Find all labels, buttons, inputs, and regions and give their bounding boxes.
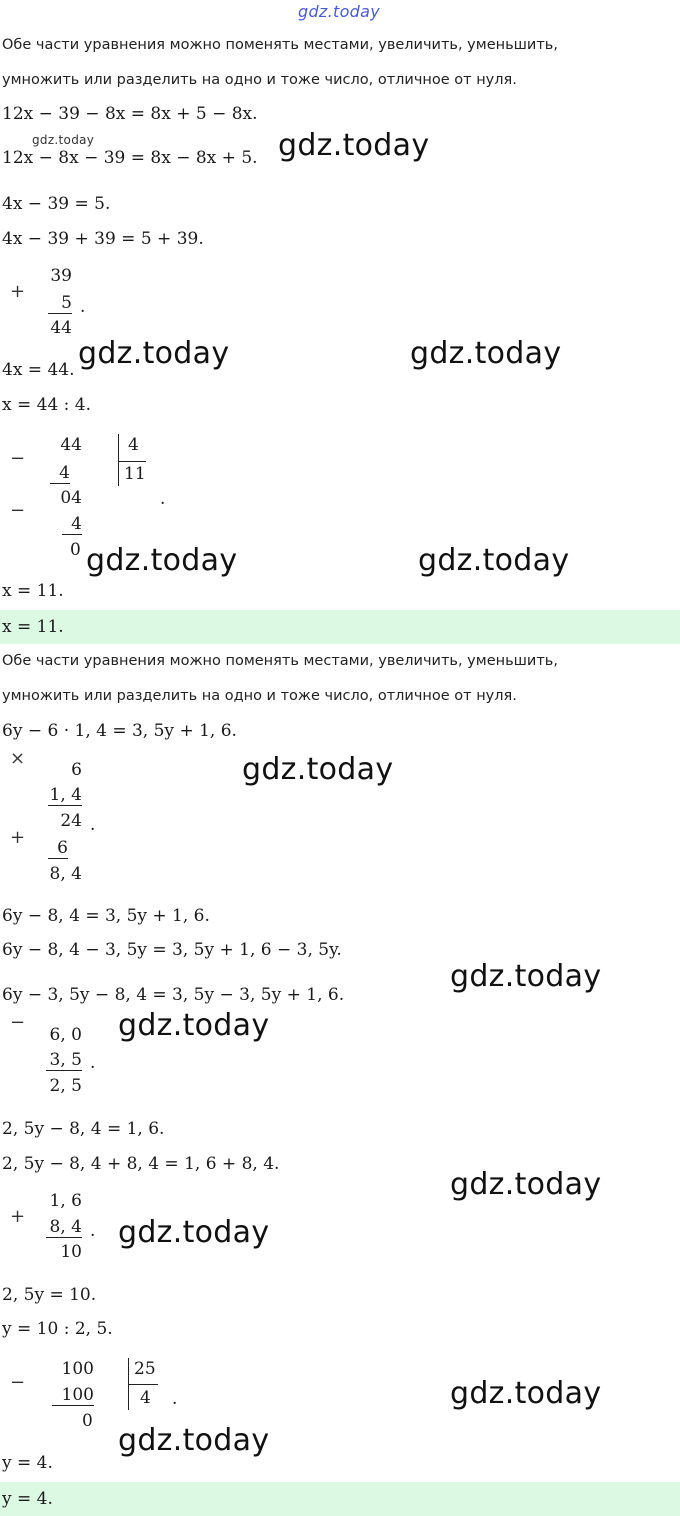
equation-line: x = 11. xyxy=(2,581,64,601)
equation-line: 12x − 39 − 8x = 8x + 5 − 8x. xyxy=(2,104,258,124)
dot: . xyxy=(80,297,86,317)
subtrahend: 3, 5 xyxy=(46,1050,82,1071)
plus-sign: + xyxy=(10,1206,26,1227)
rule-line-1: Обе части уравнения можно поменять местами, увеличить, уменьшить, xyxy=(2,653,558,669)
dot: . xyxy=(160,489,166,509)
times-sign: × xyxy=(10,748,26,769)
equation-line: y = 4. xyxy=(2,1453,53,1473)
equation-line: 6y − 8, 4 − 3, 5y = 3, 5y + 1, 6 − 3, 5y. xyxy=(2,940,342,960)
rule-line-2: умножить или разделить на одно и тоже число, отличное от нуля. xyxy=(2,72,517,88)
subtrahend: 100 xyxy=(52,1385,94,1406)
addend: 39 xyxy=(50,266,72,286)
addend: 8, 4 xyxy=(46,1217,82,1238)
minus-sign: − xyxy=(10,448,26,469)
minus-sign: − xyxy=(10,1012,26,1033)
division-bar xyxy=(128,1384,158,1385)
minus-sign: − xyxy=(10,500,26,521)
equation-line: x = 44 : 4. xyxy=(2,395,92,415)
remainder: 0 xyxy=(82,1411,93,1431)
watermark: gdz.today xyxy=(86,543,238,578)
subtrahend: 4 xyxy=(50,463,70,484)
equation-line: 4x − 39 + 39 = 5 + 39. xyxy=(2,229,204,249)
product: 8, 4 xyxy=(49,864,82,884)
dot: . xyxy=(172,1389,178,1409)
watermark: gdz.today xyxy=(78,336,230,371)
equation-line: y = 10 : 2, 5. xyxy=(2,1319,113,1339)
equation-line: 12x − 8x − 39 = 8x − 8x + 5. xyxy=(2,148,258,168)
equation-line: 4x = 44. xyxy=(2,360,75,380)
watermark: gdz.today xyxy=(450,959,602,994)
minuend: 6, 0 xyxy=(49,1025,82,1045)
remainder: 04 xyxy=(60,488,82,508)
dividend: 100 xyxy=(61,1359,94,1379)
equation-line: 2, 5y − 8, 4 = 1, 6. xyxy=(2,1119,165,1139)
factor: 6 xyxy=(71,760,82,780)
watermark-top: gdz.today xyxy=(298,2,380,21)
answer-highlight xyxy=(0,610,680,644)
watermark-small: gdz.today xyxy=(32,133,95,147)
quotient: 11 xyxy=(124,464,146,484)
partial-product: 24 xyxy=(60,811,82,831)
addend: 1, 6 xyxy=(49,1191,82,1211)
division-bar xyxy=(118,434,119,486)
equation-line: 6y − 6 · 1, 4 = 3, 5y + 1, 6. xyxy=(2,721,237,741)
dot: . xyxy=(90,815,96,835)
quotient: 4 xyxy=(140,1388,151,1408)
division-bar xyxy=(118,461,146,462)
plus-sign: + xyxy=(10,827,26,848)
difference: 2, 5 xyxy=(49,1076,82,1096)
answer: y = 4. xyxy=(2,1489,53,1509)
equation-line: 6y − 8, 4 = 3, 5y + 1, 6. xyxy=(2,906,210,926)
dot: . xyxy=(90,1221,96,1241)
dividend: 44 xyxy=(60,435,82,455)
minus-sign: − xyxy=(10,1372,26,1393)
rule-line-2: умножить или разделить на одно и тоже число, отличное от нуля. xyxy=(2,688,517,704)
watermark: gdz.today xyxy=(118,1008,270,1043)
divisor: 4 xyxy=(128,435,139,455)
equation-line: 2, 5y − 8, 4 + 8, 4 = 1, 6 + 8, 4. xyxy=(2,1154,280,1174)
watermark: gdz.today xyxy=(118,1423,270,1458)
sum: 44 xyxy=(50,318,72,338)
watermark: gdz.today xyxy=(450,1167,602,1202)
answer: x = 11. xyxy=(2,617,64,637)
equation-line: 6y − 3, 5y − 8, 4 = 3, 5y − 3, 5y + 1, 6. xyxy=(2,985,345,1005)
equation-line: 2, 5y = 10. xyxy=(2,1285,97,1305)
watermark: gdz.today xyxy=(410,336,562,371)
answer-highlight xyxy=(0,1482,680,1516)
watermark: gdz.today xyxy=(418,543,570,578)
equation-line: 4x − 39 = 5. xyxy=(2,194,111,214)
sum: 10 xyxy=(60,1242,82,1262)
watermark: gdz.today xyxy=(278,128,430,163)
watermark: gdz.today xyxy=(450,1376,602,1411)
subtrahend: 4 xyxy=(62,514,82,535)
factor: 1, 4 xyxy=(49,785,82,805)
partial-product: 6 xyxy=(48,838,68,859)
dot: . xyxy=(90,1053,96,1073)
remainder: 0 xyxy=(70,540,81,560)
watermark: gdz.today xyxy=(242,752,394,787)
watermark: gdz.today xyxy=(118,1215,270,1250)
plus-sign: + xyxy=(10,281,26,302)
addend: 5 xyxy=(48,293,72,314)
divisor: 25 xyxy=(134,1359,156,1379)
rule-line-1: Обе части уравнения можно поменять местами, увеличить, уменьшить, xyxy=(2,37,558,53)
